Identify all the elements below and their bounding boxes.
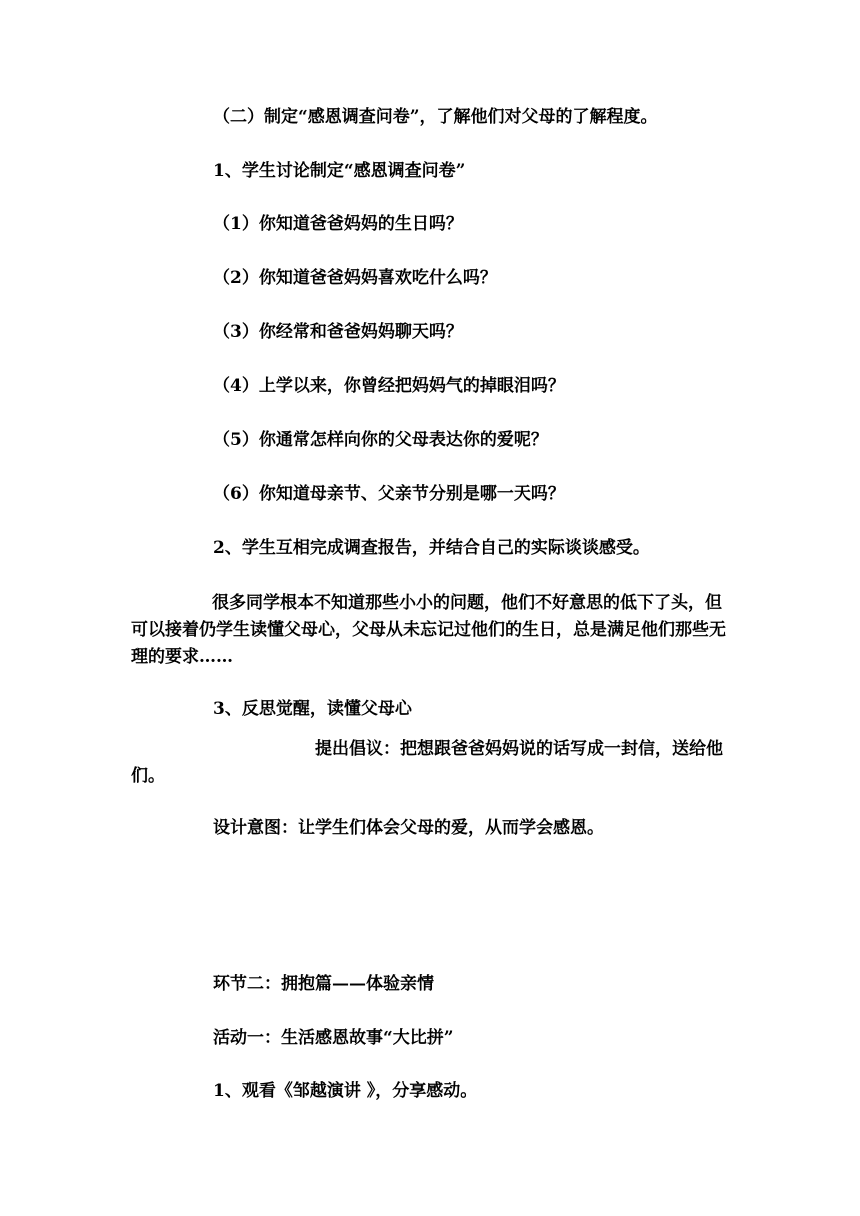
question-item: （3）你经常和爸爸妈妈聊天吗？	[213, 322, 463, 342]
question-item: （2）你知道爸爸妈妈喜欢吃什么吗？	[213, 268, 497, 288]
proposal-paragraph: 提出倡议：把想跟爸爸妈妈说的话写成一封信，送给他们。	[131, 739, 723, 786]
question-item: （5）你通常怎样向你的父母表达你的爱呢？	[213, 430, 548, 450]
body-paragraph: 很多同学根本不知道那些小小的问题，他们不好意思的低下了头，但可以接着仍学生读懂父母心，父母从未忘记过他们的生日，总是满足他们那些无理的要求……	[131, 593, 726, 667]
step-heading: 3、反思觉醒，读懂父母心	[213, 699, 412, 719]
step-heading: 2、学生互相完成调查报告，并结合自己的实际谈谈感受。	[213, 538, 650, 558]
question-item: （1）你知道爸爸妈妈的生日吗？	[213, 214, 463, 234]
step-heading: 1、学生讨论制定“感恩调查问卷”	[213, 161, 466, 181]
step-heading: 1、观看《邹越演讲 》，分享感动。	[213, 1081, 478, 1101]
question-item: （6）你知道母亲节、父亲节分别是哪一天吗？	[213, 484, 565, 504]
question-item: （4）上学以来，你曾经把妈妈气的掉眼泪吗？	[213, 376, 565, 396]
phase-heading: 环节二：拥抱篇——体验亲情	[213, 974, 434, 994]
activity-heading: 活动一：生活感恩故事“大比拼”	[213, 1028, 454, 1048]
section-heading: （二）制定“感恩调查问卷”，了解他们对父母的了解程度。	[213, 107, 658, 127]
design-intent: 设计意图：让学生们体会父母的爱，从而学会感恩。	[213, 818, 604, 838]
